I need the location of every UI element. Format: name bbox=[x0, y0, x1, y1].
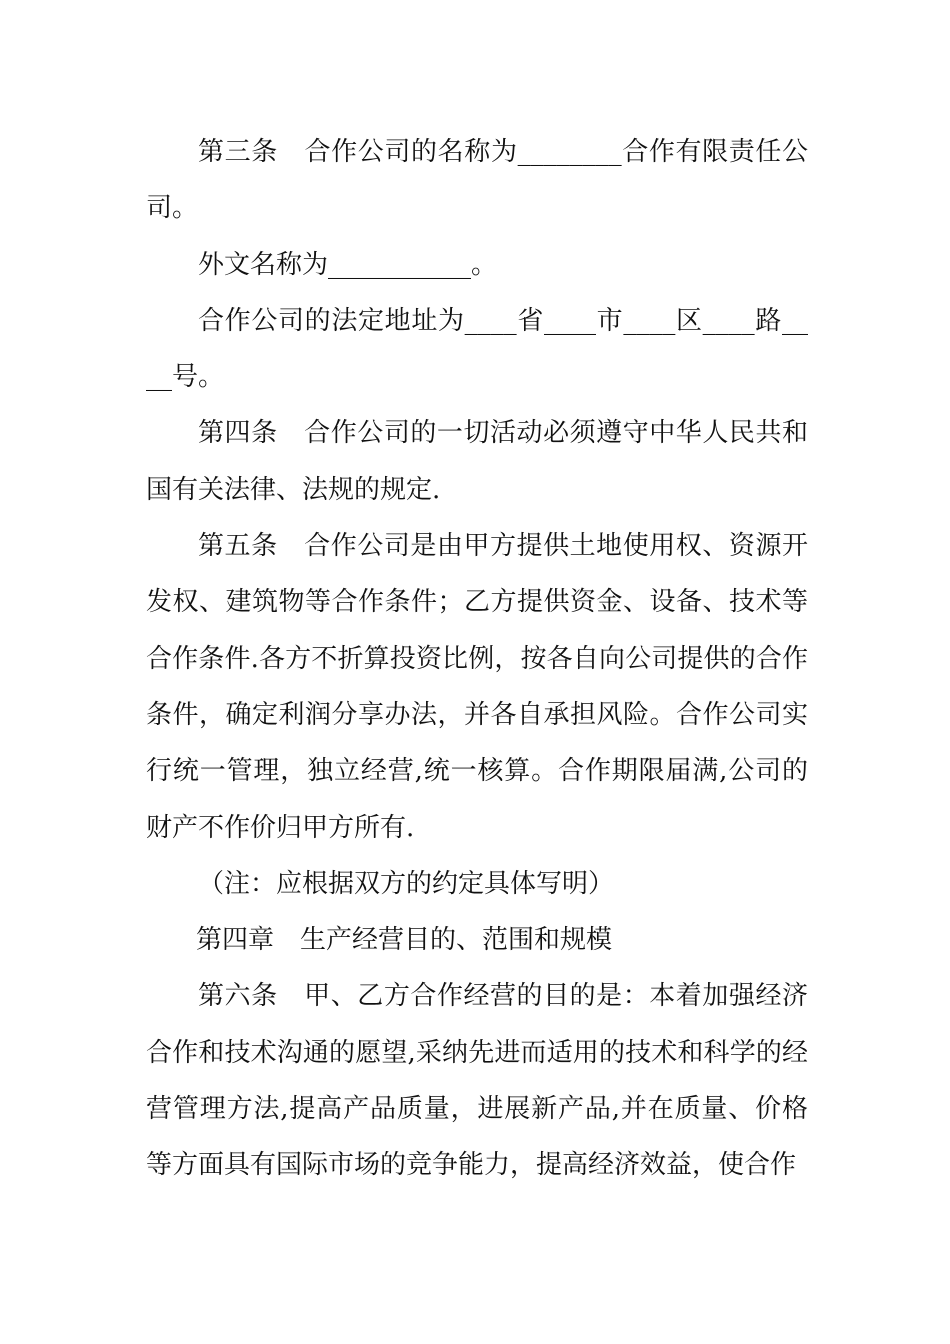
chapter-4-heading: 第四章 生产经营目的、范围和规模 bbox=[196, 925, 613, 956]
legal-address-line: 合作公司的法定地址为____省____市____区____路____号。 bbox=[146, 305, 808, 393]
document-body bbox=[146, 124, 808, 1194]
article-6-purpose: 第六条 甲、乙方合作经营的目的是：本着加强经济合作和技术沟通的愿望,采纳先进而适用的技术和科学的经营管理方法,提高产品质量，进展新产品,并在质量、价格等方面具有国际市场的竞争能力，提高经济效益，使合作 bbox=[146, 981, 808, 1181]
article-3-company-name: 第三条 合作公司的名称为________合作有限责任公司。 bbox=[146, 137, 808, 224]
foreign-name-line: 外文名称为___________。 bbox=[198, 249, 498, 280]
article-4-compliance: 第四条 合作公司的一切活动必须遵守中华人民共和国有关法律、法规的规定. bbox=[146, 418, 808, 505]
note-line: （注：应根据双方的约定具体写明） bbox=[198, 868, 615, 899]
article-5-cooperation-terms: 第五条 合作公司是由甲方提供土地使用权、资源开发权、建筑物等合作条件；乙方提供资金、设备、技术等合作条件.各方不折算投资比例，按各自向公司提供的合作条件，确定利润分享办法，并各自承担风险。合作公司实行统一管理，独立经营,统一核算。合作期限届满,公司的财产不作价归甲方所有. bbox=[146, 531, 808, 843]
